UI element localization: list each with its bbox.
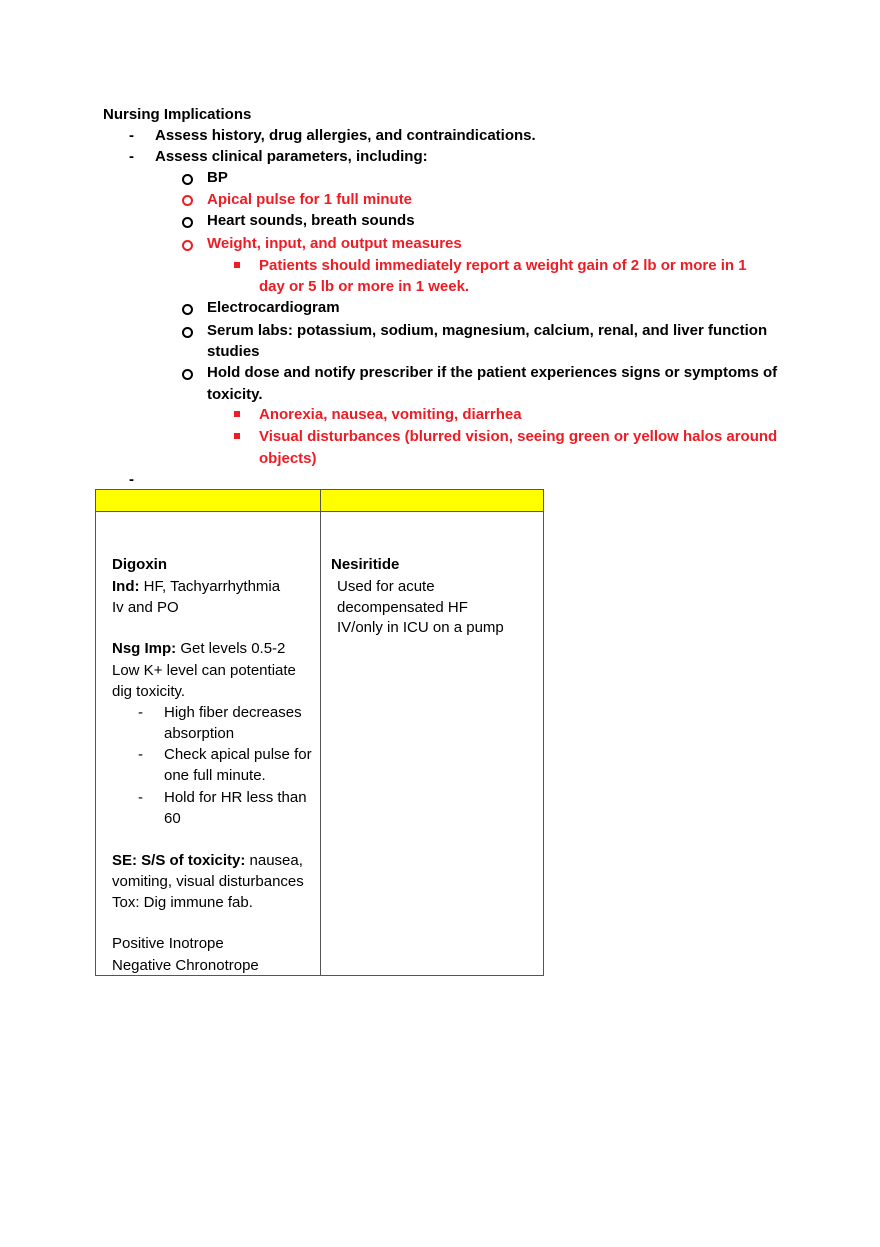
item-bp: BP (207, 169, 228, 186)
dash-bullet: - (129, 127, 134, 144)
digoxin-potassium-line-1: Low K+ level can potentiate (112, 662, 296, 679)
item-apical-pulse: Apical pulse for 1 full minute (207, 191, 413, 208)
negative-chronotrope: Negative Chronotrope (112, 957, 259, 974)
se-label: SE: S/S of toxicity: (112, 852, 246, 869)
digoxin-indication (112, 576, 280, 597)
circle-bullet-icon (182, 327, 193, 338)
square-bullet-icon (234, 262, 240, 268)
digoxin-route: Iv and PO (112, 599, 179, 616)
dash-bullet: - (138, 746, 143, 763)
item-ecg: Electrocardiogram (207, 299, 340, 316)
toxicity-visual-line-1: Visual disturbances (blurred vision, seeing green or yellow halos around (259, 428, 778, 445)
weight-note-line-1: Patients should immediately report a weight gain of 2 lb or more in 1 (259, 257, 747, 274)
nesiritide-title: Nesiritide (331, 556, 400, 573)
circle-bullet-icon (182, 195, 193, 206)
trailing-dash-bullet: - (129, 471, 134, 488)
digoxin-title: Digoxin (112, 556, 167, 573)
drug-comparison-table (95, 489, 544, 976)
se-value: nausea, (245, 852, 303, 869)
digoxin-nsg-imp (112, 638, 285, 659)
circle-bullet-icon (182, 369, 193, 380)
square-bullet-icon (234, 411, 240, 417)
dash-bullet: - (138, 704, 143, 721)
digoxin-side-effects (112, 850, 303, 871)
bullet-assess-history: Assess history, drug allergies, and contraindications. (155, 127, 536, 144)
fiber-line-2: absorption (164, 725, 235, 742)
hold-hr-line-2: 60 (164, 810, 181, 827)
circle-bullet-icon (182, 240, 193, 251)
dash-bullet: - (138, 789, 143, 806)
item-heart-sounds: Heart sounds, breath sounds (207, 212, 415, 229)
section-heading: Nursing Implications (103, 106, 252, 123)
fiber-line-1: High fiber decreases (164, 704, 302, 721)
apical-line-2: one full minute. (164, 767, 266, 784)
nesiritide-line-1: Used for acute (337, 578, 435, 595)
item-hold-dose-line-2: toxicity. (207, 386, 263, 403)
circle-bullet-icon (182, 217, 193, 228)
nsg-value: Get levels 0.5-2 (176, 640, 286, 657)
side-effects-line-2: vomiting, visual disturbances (112, 873, 304, 890)
circle-bullet-icon (182, 174, 193, 185)
nsg-label: Nsg Imp: (112, 640, 177, 657)
digoxin-potassium-line-2: dig toxicity. (112, 683, 186, 700)
item-serum-labs-line-2: studies (207, 343, 260, 360)
ind-value: HF, Tachyarrhythmia (139, 578, 281, 595)
apical-line-1: Check apical pulse for (164, 746, 312, 763)
nesiritide-line-2: decompensated HF (337, 599, 468, 616)
square-bullet-icon (234, 433, 240, 439)
item-hold-dose-line-1: Hold dose and notify prescriber if the patient experiences signs or symptoms of (207, 364, 778, 381)
toxicity-gi-symptoms: Anorexia, nausea, vomiting, diarrhea (259, 406, 522, 423)
digoxin-antidote: Tox: Dig immune fab. (112, 894, 253, 911)
weight-note-line-2: day or 5 lb or more in 1 week. (259, 278, 470, 295)
table-column-divider (320, 490, 321, 975)
hold-hr-line-1: Hold for HR less than (164, 789, 307, 806)
nesiritide-line-3: IV/only in ICU on a pump (337, 619, 504, 636)
item-weight: Weight, input, and output measures (207, 235, 462, 252)
dash-bullet: - (129, 148, 134, 165)
ind-label: Ind: (112, 578, 140, 595)
circle-bullet-icon (182, 304, 193, 315)
item-serum-labs-line-1: Serum labs: potassium, sodium, magnesium, calcium, renal, and liver function (207, 322, 768, 339)
bullet-assess-clinical: Assess clinical parameters, including: (155, 148, 428, 165)
toxicity-visual-line-2: objects) (259, 450, 317, 467)
positive-inotrope: Positive Inotrope (112, 935, 224, 952)
